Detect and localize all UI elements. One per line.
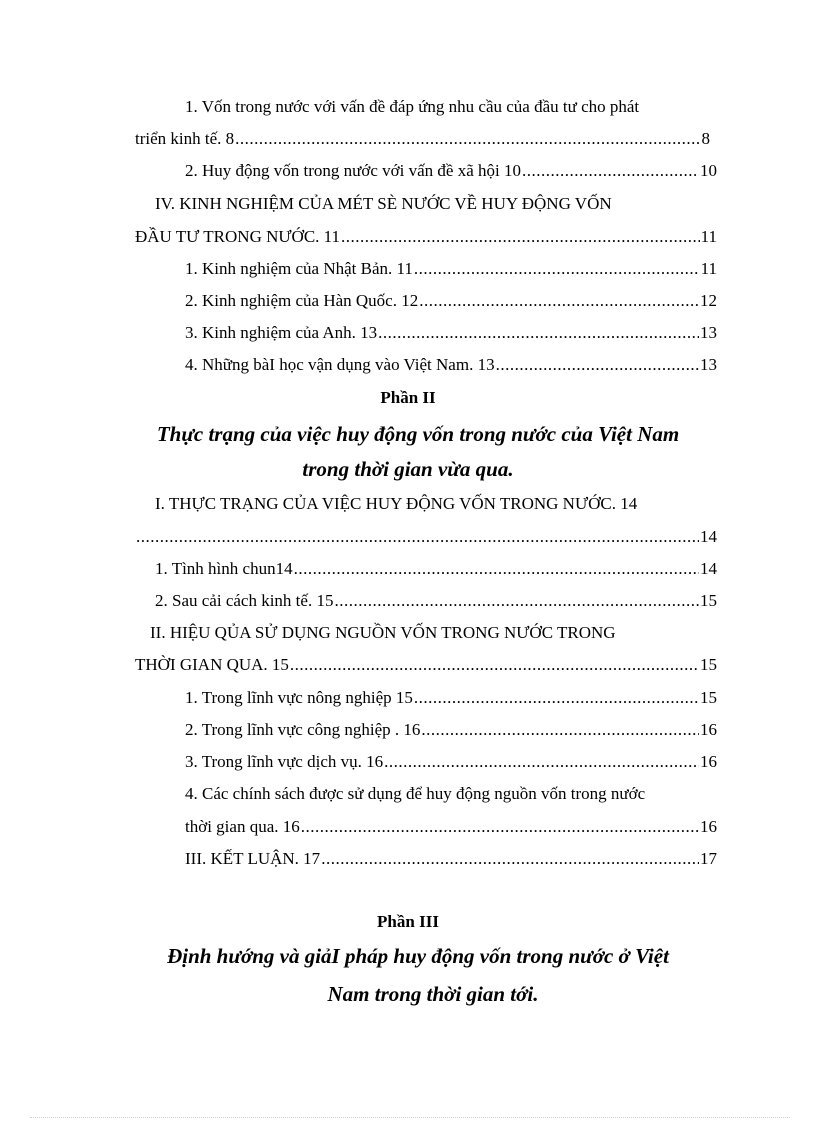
toc-page-number: 11 (700, 227, 717, 246)
toc-entry-text: 1. Kinh nghiệm của Nhật Bản. 11 (185, 259, 413, 278)
toc-entry-text: 2. Huy động vốn trong nước với vấn đề xã hội 10 (185, 161, 521, 180)
dot-leader (378, 323, 699, 343)
toc-entry-text: 3. Kinh nghiệm của Anh. 13 (185, 323, 378, 342)
dot-leader (301, 817, 699, 837)
dot-leader (341, 227, 700, 247)
toc-entry-text: III. KẾT LUẬN. 17 (185, 849, 321, 868)
page-footer-rule (30, 1117, 790, 1118)
toc-entry-text: triển kinh tế. 8 (135, 129, 235, 148)
toc-entry-i5-1[interactable] (155, 559, 717, 579)
toc-page-number: 13 (700, 323, 717, 342)
toc-entry-i5-2[interactable] (155, 591, 717, 611)
toc-section-iv-line1: IV. KINH NGHIỆM CỦA MÉT SÈ NƯỚC VỀ HUY ĐỘNG VỐN (155, 194, 612, 213)
toc-entry-text: 1. Trong lĩnh vực nông nghiệp 15 (185, 688, 413, 707)
dot-leader (421, 720, 699, 740)
dot-leader (419, 291, 699, 311)
toc-page-number: 14 (700, 527, 717, 546)
toc-section-i[interactable] (135, 527, 717, 547)
toc-section-ii[interactable] (135, 655, 717, 675)
toc-entry-text: 2. Sau cải cách kinh tế. 15 (155, 591, 334, 610)
toc-entry-text: ĐẦU TƯ TRONG NƯỚC. 11 (135, 227, 341, 246)
toc-page-number: 13 (700, 355, 717, 374)
part-iii-title-line1: Định hướng và giảI pháp huy động vốn trong nước ở Việt (167, 944, 669, 968)
dot-leader (294, 559, 699, 579)
toc-page-number: 17 (700, 849, 717, 868)
toc-page-number: 16 (700, 817, 717, 836)
toc-page-number: 15 (700, 591, 717, 610)
toc-entry-i4-4[interactable] (185, 355, 717, 375)
toc-section-i-line1: I. THỰC TRẠNG CỦA VIỆC HUY ĐỘNG VỐN TRONG NƯỚC. 14 (155, 494, 638, 513)
toc-entry-i3-1-line1: 1. Vốn trong nước với vấn đề đáp ứng nhu cầu của đầu tư cho phát (185, 97, 640, 116)
dot-leader (235, 129, 700, 149)
dot-leader (522, 161, 699, 181)
toc-entry-text: thời gian qua. 16 (185, 817, 300, 836)
toc-section-iii[interactable] (185, 849, 717, 869)
toc-entry-text: 2. Trong lĩnh vực công nghiệp . 16 (185, 720, 421, 739)
part-ii-title-line1: Thực trạng của việc huy động vốn trong nước của Việt Nam (156, 422, 680, 446)
toc-entry-i6-3[interactable] (185, 752, 717, 772)
toc-page-number: 15 (700, 655, 717, 674)
toc-entry-i3-1[interactable] (135, 129, 710, 149)
toc-section-ii-line1: II. HIỆU QỦA SỬ DỤNG NGUỒN VỐN TRONG NƯỚC TRONG (150, 623, 616, 642)
toc-page-number: 8 (701, 129, 710, 148)
toc-page-number: 11 (700, 259, 717, 278)
toc-entry-text: THỜI GIAN QUA. 15 (135, 655, 289, 674)
toc-entry-text: 1. Tình hình chun14 (155, 559, 293, 578)
dot-leader (384, 752, 699, 772)
toc-section-iv[interactable] (135, 227, 717, 247)
toc-entry-i4-2[interactable] (185, 291, 717, 311)
toc-entry-i6-2[interactable] (185, 720, 717, 740)
toc-entry-i4-3[interactable] (185, 323, 717, 343)
toc-page-number: 12 (700, 291, 717, 310)
toc-entry-i6-1[interactable] (185, 688, 717, 708)
dot-leader (496, 355, 699, 375)
toc-entry-i6-4-line1: 4. Các chính sách được sử dụng để huy động nguồn vốn trong nước (185, 784, 646, 803)
toc-entry-text: 4. Những bàI học vận dụng vào Việt Nam. 13 (185, 355, 495, 374)
dot-leader (334, 591, 699, 611)
toc-entry-i3-2[interactable] (185, 161, 717, 181)
part-iii-title-line2: Nam trong thời gian tới. (327, 982, 539, 1006)
toc-entry-text: 2. Kinh nghiệm của Hàn Quốc. 12 (185, 291, 419, 310)
toc-page-number: 14 (700, 559, 717, 578)
toc-page-number: 15 (700, 688, 717, 707)
toc-page-number: 16 (700, 720, 717, 739)
toc-entry-i6-4[interactable] (185, 817, 717, 837)
toc-entry-i4-1[interactable] (185, 259, 717, 279)
toc-entry-text: 3. Trong lĩnh vực dịch vụ. 16 (185, 752, 384, 771)
part-iii-label: Phần III (377, 912, 439, 931)
toc-page-number: 16 (700, 752, 717, 771)
dot-leader (414, 688, 699, 708)
toc-page-number: 10 (700, 161, 717, 180)
dot-leader (321, 849, 699, 869)
part-ii-title-line2: trong thời gian vừa qua. (302, 457, 514, 481)
dot-leader (414, 259, 700, 279)
dot-leader (136, 527, 699, 547)
dot-leader (290, 655, 699, 675)
part-ii-label: Phần II (380, 388, 436, 407)
